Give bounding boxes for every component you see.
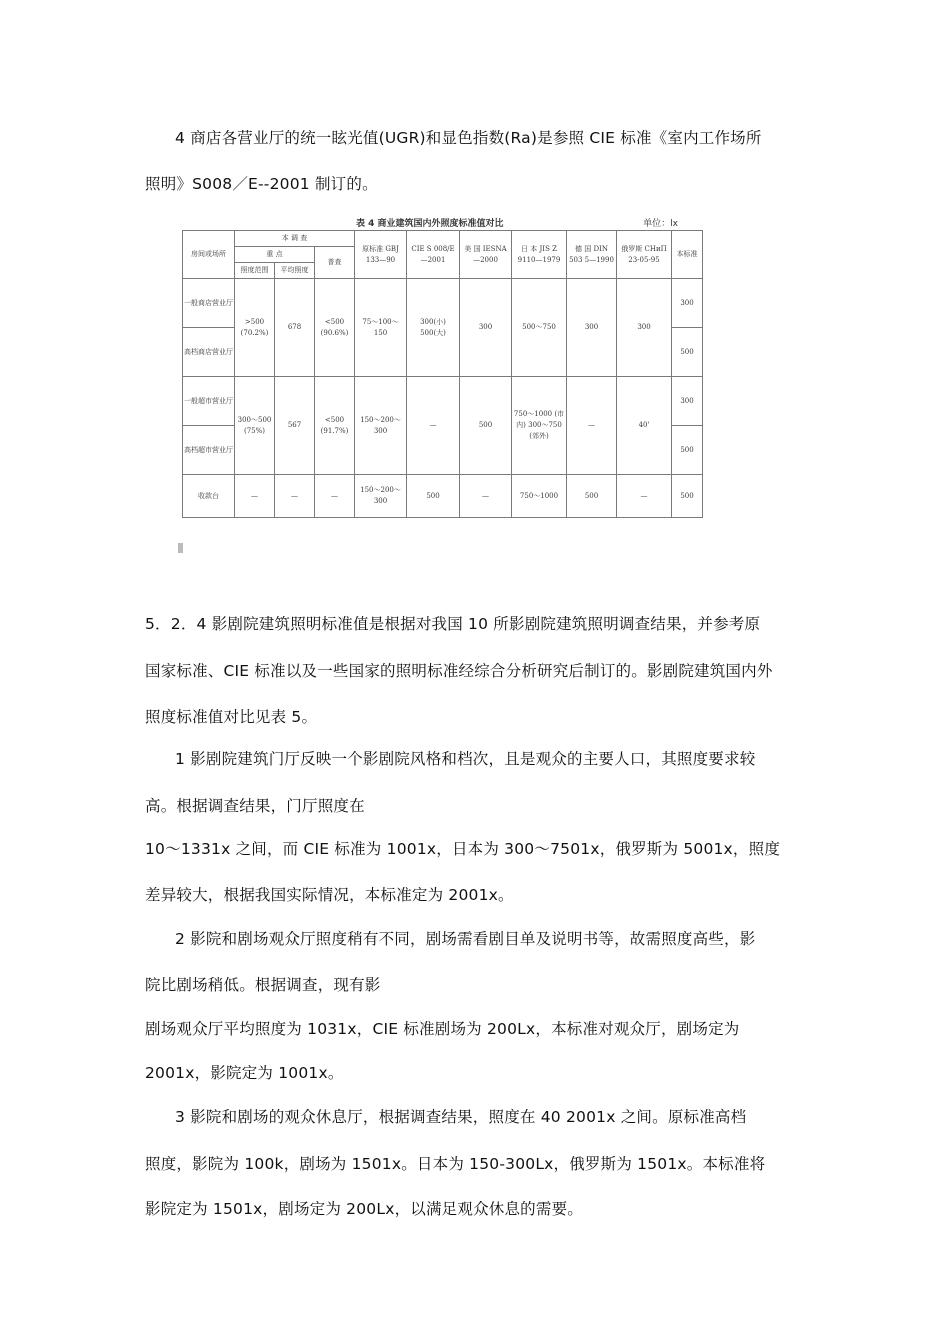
header-survey: 本 调 查	[235, 231, 355, 247]
header-this: 本标准	[672, 231, 703, 279]
text-line: 高。根据调查结果，门厅照度在	[145, 797, 365, 815]
cell-this: 500	[672, 426, 703, 475]
cell-general: —	[315, 475, 355, 518]
text-line: 差异较大，根据我国实际情况，本标准定为 2001x。	[145, 886, 514, 904]
header-key: 重 点	[235, 247, 315, 263]
cell-usa: 300	[460, 279, 512, 377]
cell-room: 高档超市营业厅	[183, 426, 235, 475]
table-unit: 单位：lx	[643, 219, 678, 229]
table-figure-scan	[178, 213, 706, 553]
header-japan: 日 本 JIS Z 9110—1979	[512, 231, 567, 279]
cell-avg: 567	[275, 377, 315, 475]
header-orig: 原标准 GBJ 133—90	[355, 231, 407, 279]
text-line: 5．2．4 影剧院建筑照明标准值是根据对我国 10 所影剧院建筑照明调查结果，并参考原	[145, 615, 761, 633]
cell-general: <500 (90.6%)	[315, 279, 355, 377]
header-avg: 平均照度	[275, 263, 315, 279]
text-line: 剧场观众厅平均照度为 1031x，CIE 标准剧场为 200Lx，本标准对观众厅，剧场定为	[145, 1020, 740, 1038]
text-line: 院比剧场稍低。根据调查，现有影	[145, 976, 381, 994]
text-line: 照度，影院为 100k，剧场为 1501x。日本为 150-300Lx，俄罗斯为 1501x。本标准将	[145, 1155, 766, 1173]
text-line: 1 影剧院建筑门厅反映一个影剧院风格和档次，且是观众的主要人口，其照度要求较	[175, 750, 756, 768]
cell-room: 收款台	[183, 475, 235, 518]
cell-this: 300	[672, 377, 703, 426]
table-row	[183, 475, 703, 518]
cell-orig: 75～100～150	[355, 279, 407, 377]
cell-this: 500	[672, 328, 703, 377]
cell-general: <500 (91.7%)	[315, 377, 355, 475]
cell-this: 500	[672, 475, 703, 518]
cell-germany: 500	[567, 475, 617, 518]
scan-edge-artifact	[178, 543, 183, 553]
text-line: 3 影院和剧场的观众休息厅，根据调查结果，照度在 40 2001x 之间。原标准高档	[175, 1108, 747, 1126]
cell-russia: 300	[617, 279, 672, 377]
cell-orig: 150～200～300	[355, 475, 407, 518]
text-line: 2 影院和剧场观众厅照度稍有不同，剧场需看剧目单及说明书等，故需照度高些，影	[175, 930, 756, 948]
header-germany: 德 国 DIN 503 5—1990	[567, 231, 617, 279]
table-title: 表 4 商业建筑国内外照度标准值对比	[356, 219, 504, 229]
cell-japan: 750～1000 (市内) 300～750 (郊外)	[512, 377, 567, 475]
table-row	[183, 279, 703, 328]
illuminance-comparison-table	[182, 230, 703, 518]
table-row	[183, 377, 703, 426]
header-general: 普查	[315, 247, 355, 279]
cell-usa: 500	[460, 377, 512, 475]
text-line: 4 商店各营业厅的统一眩光值(UGR)和显色指数(Ra)是参照 CIE 标准《室内工作场所	[175, 129, 762, 147]
cell-this: 300	[672, 279, 703, 328]
cell-orig: 150～200～300	[355, 377, 407, 475]
cell-range: —	[235, 475, 275, 518]
header-usa: 美 国 IESNA —2000	[460, 231, 512, 279]
cell-japan: 500～750	[512, 279, 567, 377]
cell-range: 300～500 (75%)	[235, 377, 275, 475]
cell-room: 高档商店营业厅	[183, 328, 235, 377]
cell-usa: —	[460, 475, 512, 518]
text-line: 影院定为 1501x，剧场定为 200Lx，以满足观众休息的需要。	[145, 1200, 583, 1218]
header-room: 房间或场所	[183, 231, 235, 279]
cell-germany: 300	[567, 279, 617, 377]
cell-japan: 750～1000	[512, 475, 567, 518]
cell-range: >500 (70.2%)	[235, 279, 275, 377]
text-line: 照度标准值对比见表 5。	[145, 708, 318, 726]
text-line: 照明》S008／E--2001 制订的。	[145, 175, 378, 193]
header-range: 照度范围	[235, 263, 275, 279]
text-line: 国家标准、CIE 标准以及一些国家的照明标准经综合分析研究后制订的。影剧院建筑国内外	[145, 662, 773, 680]
header-cie: CIE S 008/E —2001	[407, 231, 460, 279]
cell-germany: —	[567, 377, 617, 475]
header-russia: 俄罗斯 CHиП 23-05-95	[617, 231, 672, 279]
cell-room: 一般商店营业厅	[183, 279, 235, 328]
cell-avg: 678	[275, 279, 315, 377]
text-line: 10～1331x 之间，而 CIE 标准为 1001x，日本为 300～7501x，俄罗斯为 5001x，照度	[145, 840, 781, 858]
cell-cie: —	[407, 377, 460, 475]
text-line: 2001x，影院定为 1001x。	[145, 1064, 344, 1082]
cell-cie: 500	[407, 475, 460, 518]
cell-cie: 300(小) 500(大)	[407, 279, 460, 377]
cell-room: 一般超市营业厅	[183, 377, 235, 426]
cell-russia: 40'	[617, 377, 672, 475]
cell-russia: —	[617, 475, 672, 518]
cell-avg: —	[275, 475, 315, 518]
